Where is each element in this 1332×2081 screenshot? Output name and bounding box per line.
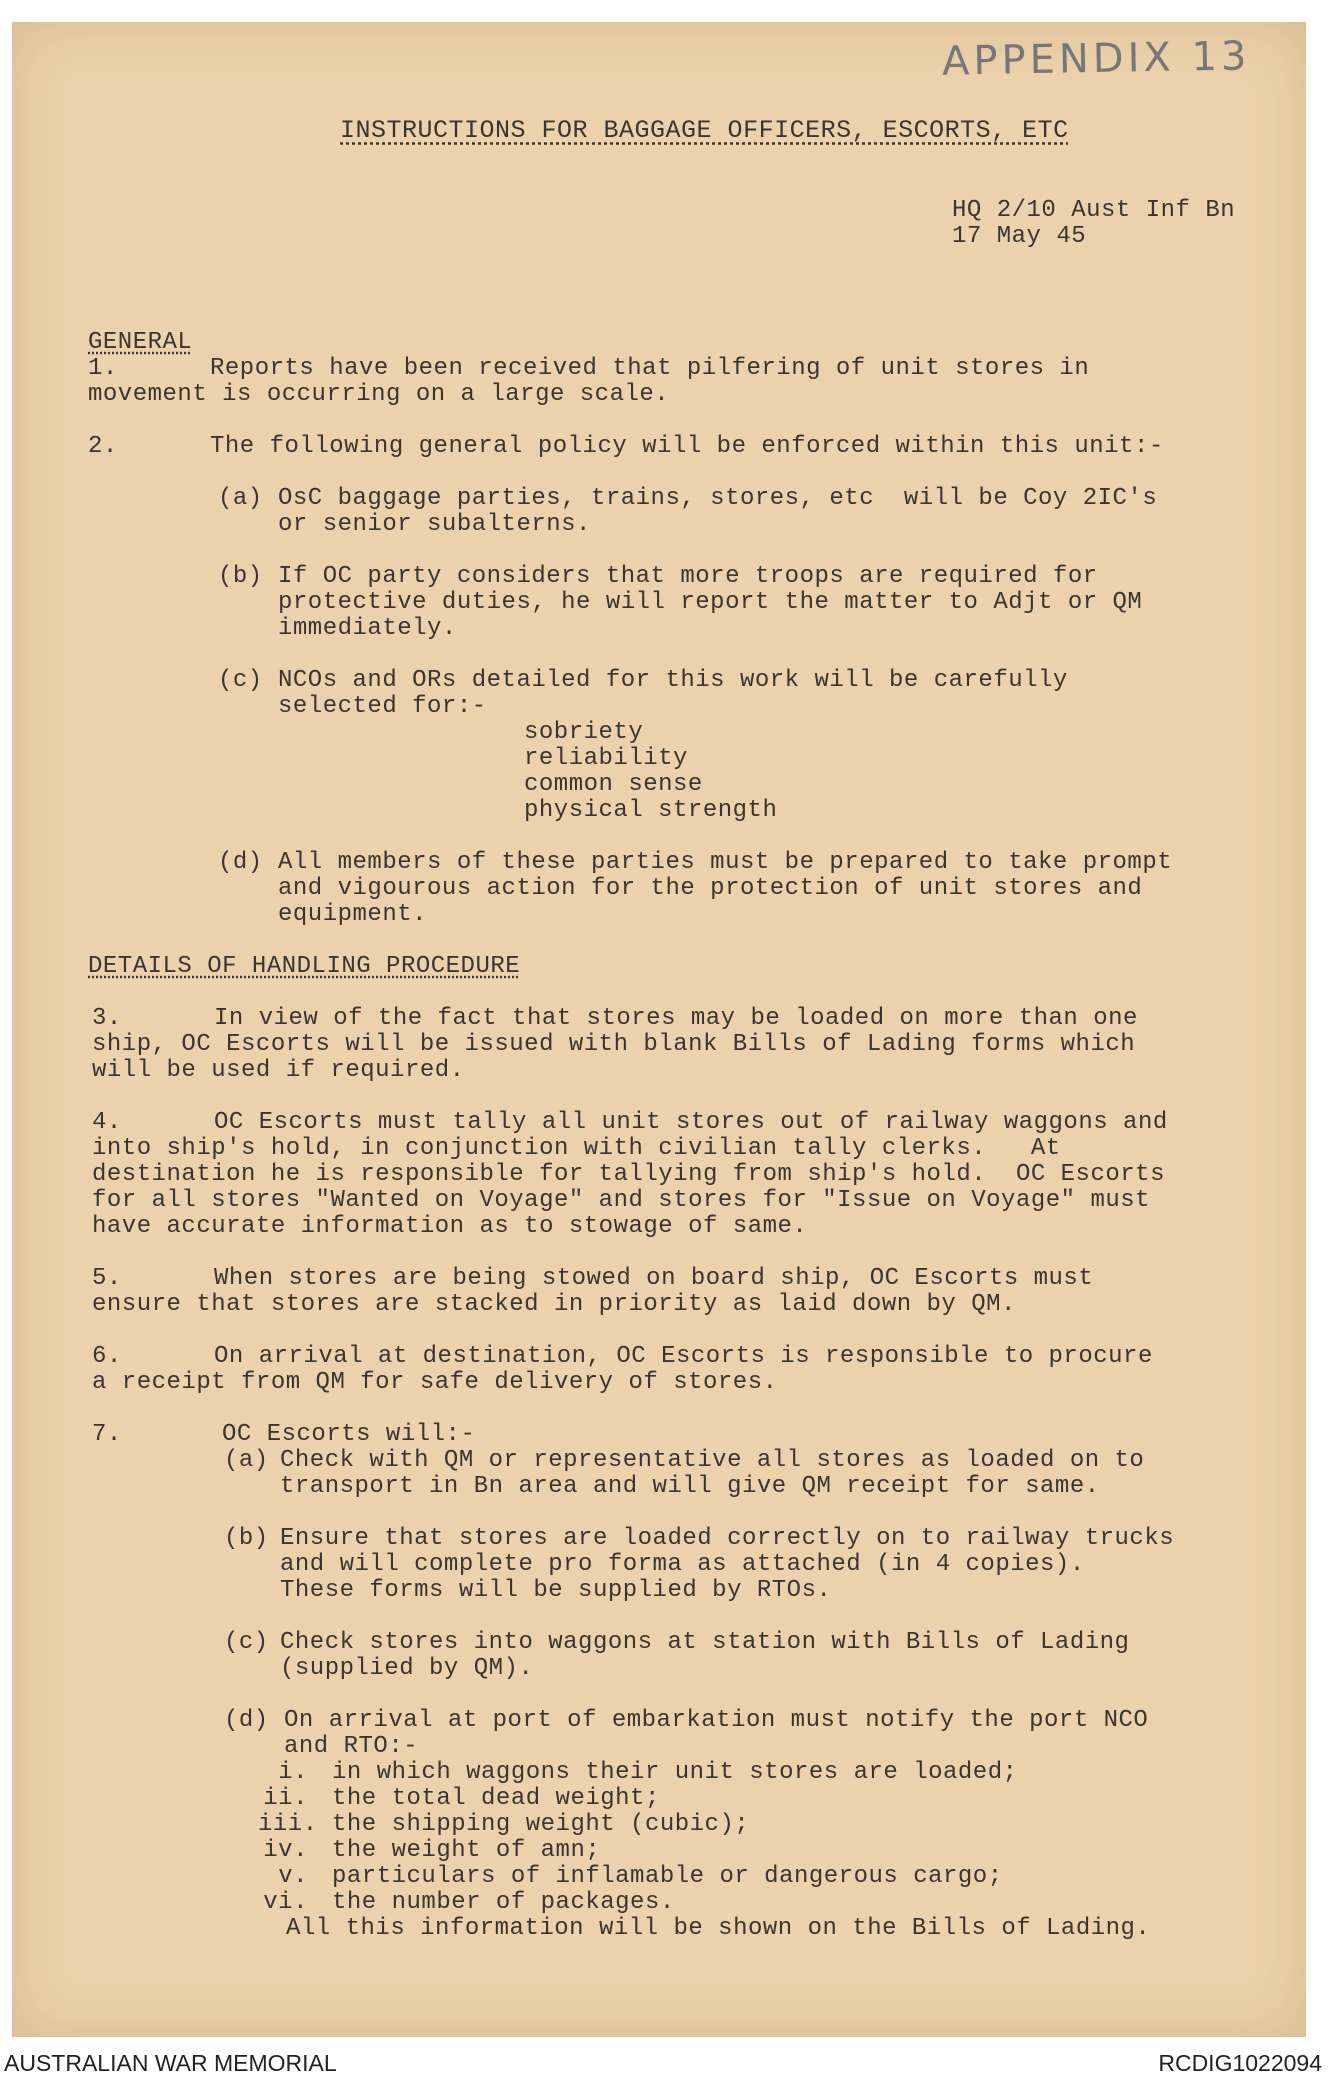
footer-record-id: RCDIG1022094 — [1158, 2050, 1322, 2076]
para-5-line-1: When stores are being stowed on board ship, OC Escorts must — [214, 1265, 1094, 1292]
para-7-a-line-2: transport in Bn area and will give QM receipt for same. — [280, 1473, 1100, 1500]
para-1-line-1: Reports have been received that pilfering of unit stores in — [210, 355, 1090, 382]
para-2-number: 2. — [88, 433, 118, 460]
para-2-text: The following general policy will be enforced within this unit:- — [210, 433, 1164, 460]
policy-b-line-1: If OC party considers that more troops are required for — [278, 563, 1098, 590]
para-7-b-line-1: Ensure that stores are loaded correctly on to railway trucks — [280, 1525, 1175, 1552]
para-7-intro: OC Escorts will:- — [222, 1421, 476, 1448]
policy-c-line-1: NCOs and ORs detailed for this work will be carefully — [278, 667, 1068, 694]
quality-item: physical strength — [524, 797, 778, 824]
section-heading-details: DETAILS OF HANDLING PROCEDURE — [88, 953, 521, 980]
para-4-line-5: have accurate information as to stowage of same. — [92, 1213, 808, 1240]
policy-a-label: (a) — [218, 485, 263, 512]
subitem-text: the shipping weight (cubic); — [332, 1811, 750, 1838]
para-7-d-line-1: On arrival at port of embarkation must notify the port NCO — [284, 1707, 1149, 1734]
subitem-label: i. — [278, 1759, 308, 1786]
para-6-number: 6. — [92, 1343, 122, 1370]
document-date: 17 May 45 — [952, 223, 1087, 250]
subitem-text: in which waggons their unit stores are loaded; — [332, 1759, 1018, 1786]
policy-d-line-3: equipment. — [278, 901, 428, 928]
para-3-line-2: ship, OC Escorts will be issued with blank Bills of Lading forms which — [92, 1031, 1136, 1058]
para-6-line-1: On arrival at destination, OC Escorts is responsible to procure — [214, 1343, 1153, 1370]
footer-archive-name: AUSTRALIAN WAR MEMORIAL — [4, 2050, 337, 2076]
policy-c-label: (c) — [218, 667, 263, 694]
closing-line: All this information will be shown on the Bills of Lading. — [286, 1915, 1151, 1942]
para-7-c-line-2: (supplied by QM). — [280, 1655, 534, 1682]
subitem-text: the number of packages. — [332, 1889, 675, 1916]
para-7-b-line-2: and will complete pro forma as attached (in 4 copies). — [280, 1551, 1085, 1578]
handwritten-appendix-note: APPENDIX 13 — [941, 33, 1251, 85]
quality-item: reliability — [524, 745, 688, 772]
para-1-line-2: movement is occurring on a large scale. — [88, 381, 670, 408]
para-6-line-2: a receipt from QM for safe delivery of stores. — [92, 1369, 778, 1396]
para-7-number: 7. — [92, 1421, 122, 1448]
para-7-d-label: (d) — [224, 1707, 269, 1734]
quality-item: common sense — [524, 771, 703, 798]
unit-name: HQ 2/10 Aust Inf Bn — [952, 197, 1236, 224]
subitem-text: the weight of amn; — [332, 1837, 601, 1864]
para-7-c-line-1: Check stores into waggons at station with Bills of Lading — [280, 1629, 1130, 1656]
subitem-label: ii. — [263, 1785, 308, 1812]
policy-d-line-2: and vigourous action for the protection of unit stores and — [278, 875, 1143, 902]
subitem-label: iv. — [263, 1837, 308, 1864]
quality-item: sobriety — [524, 719, 644, 746]
para-7-d-line-2: and RTO:- — [284, 1733, 419, 1760]
section-heading-general: GENERAL — [88, 329, 193, 356]
policy-a-line-1: OsC baggage parties, trains, stores, etc will be Coy 2IC's — [278, 485, 1158, 512]
para-3-number: 3. — [92, 1005, 122, 1032]
policy-b-line-3: immediately. — [278, 615, 457, 642]
policy-b-line-2: protective duties, he will report the matter to Adjt or QM — [278, 589, 1143, 616]
document-title: INSTRUCTIONS FOR BAGGAGE OFFICERS, ESCORTS, ETC — [340, 116, 1069, 145]
para-7-a-line-1: Check with QM or representative all stores as loaded on to — [280, 1447, 1145, 1474]
subitem-label: iii. — [258, 1811, 318, 1838]
subitem-label: v. — [278, 1863, 308, 1890]
para-7-b-label: (b) — [224, 1525, 269, 1552]
para-7-a-label: (a) — [224, 1447, 269, 1474]
para-3-line-1: In view of the fact that stores may be loaded on more than one — [214, 1005, 1138, 1032]
policy-b-label: (b) — [218, 563, 263, 590]
para-4-number: 4. — [92, 1109, 122, 1136]
para-5-number: 5. — [92, 1265, 122, 1292]
subitem-text: the total dead weight; — [332, 1785, 660, 1812]
para-4-line-3: destination he is responsible for tallying from ship's hold. OC Escorts — [92, 1161, 1165, 1188]
para-4-line-2: into ship's hold, in conjunction with civilian tally clerks. At — [92, 1135, 1061, 1162]
para-4-line-4: for all stores "Wanted on Voyage" and stores for "Issue on Voyage" must — [92, 1187, 1151, 1214]
para-3-line-3: will be used if required. — [92, 1057, 465, 1084]
para-7-b-line-3: These forms will be supplied by RTOs. — [280, 1577, 832, 1604]
para-7-c-label: (c) — [224, 1629, 269, 1656]
subitem-text: particulars of inflamable or dangerous cargo; — [332, 1863, 1003, 1890]
policy-d-line-1: All members of these parties must be prepared to take prompt — [278, 849, 1173, 876]
policy-c-line-2: selected for:- — [278, 693, 487, 720]
para-4-line-1: OC Escorts must tally all unit stores out of railway waggons and — [214, 1109, 1168, 1136]
unit-header — [952, 198, 1235, 250]
para-1-number: 1. — [88, 355, 118, 382]
policy-d-label: (d) — [218, 849, 263, 876]
para-5-line-2: ensure that stores are stacked in priority as laid down by QM. — [92, 1291, 1016, 1318]
policy-a-line-2: or senior subalterns. — [278, 511, 591, 538]
subitem-label: vi. — [263, 1889, 308, 1916]
